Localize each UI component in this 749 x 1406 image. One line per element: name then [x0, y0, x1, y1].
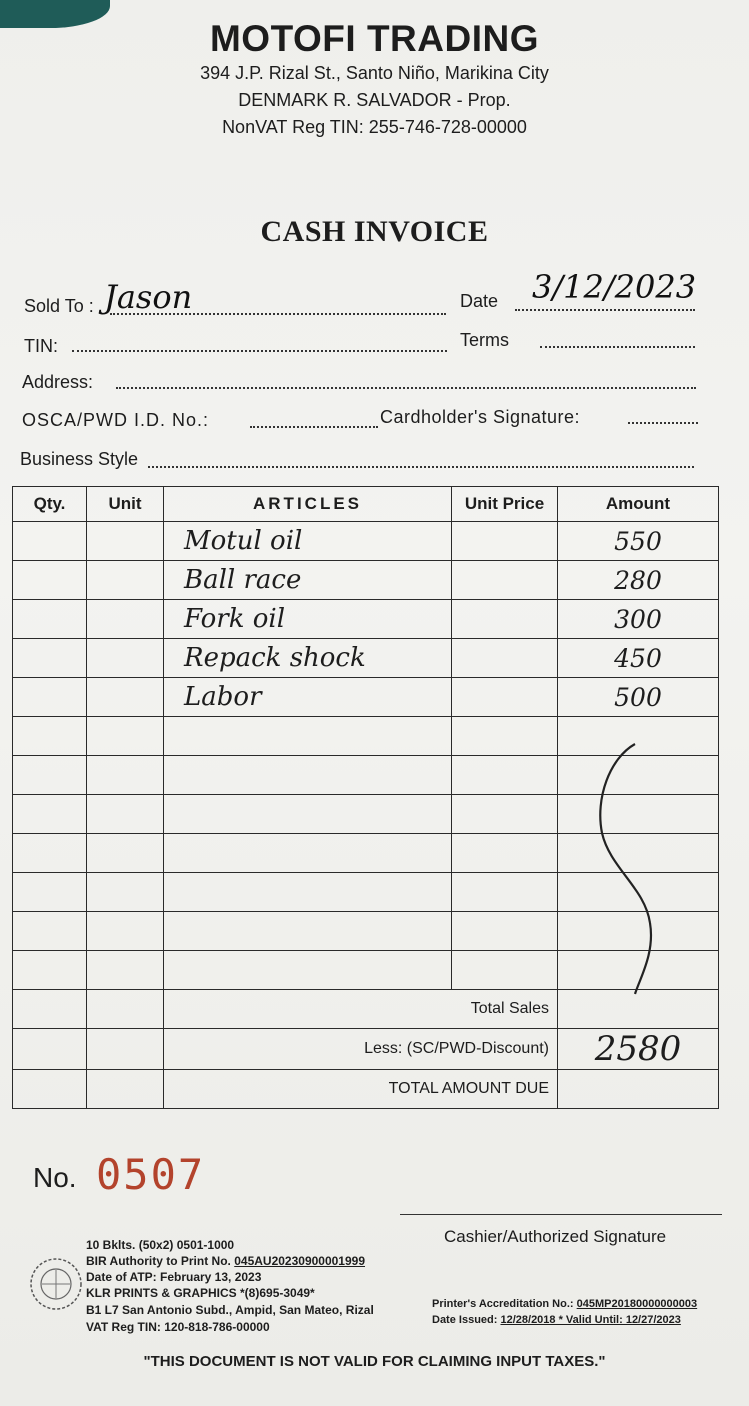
amount-header: Amount — [558, 487, 719, 522]
date-issued-label: Date Issued: — [432, 1314, 498, 1326]
article-cell: Fork oil — [164, 600, 452, 639]
cardholder-label: Cardholder's Signature: — [380, 407, 581, 427]
accreditation-label: Printer's Accreditation No.: — [432, 1298, 574, 1310]
table-row — [13, 639, 719, 678]
signature-line — [400, 1214, 722, 1215]
article-cell: Labor — [164, 678, 452, 717]
proprietor: DENMARK R. SALVADOR - Prop. — [238, 90, 511, 110]
business-name: MOTOFI TRADING — [209, 18, 539, 59]
table-row — [13, 561, 719, 600]
total-sales-label: Total Sales — [164, 990, 558, 1029]
total-due-label: TOTAL AMOUNT DUE — [164, 1070, 558, 1109]
unit-price-header: Unit Price — [452, 487, 558, 522]
date-label: Date — [460, 291, 499, 311]
discount-row — [13, 1029, 719, 1070]
unit-header: Unit — [87, 487, 164, 522]
printer-seal-icon — [28, 1256, 84, 1312]
table-header-row — [13, 487, 719, 522]
article-cell: Repack shock — [164, 639, 452, 678]
amount-cell: 300 — [558, 600, 719, 639]
cardholder-line — [628, 422, 698, 424]
printer-accreditation — [432, 1296, 697, 1312]
atp-number: 045AU20230900001999 — [234, 1254, 366, 1268]
amount-cell: 280 — [558, 561, 719, 600]
article-cell: Motul oil — [164, 522, 452, 561]
printer-line-2 — [86, 1253, 365, 1269]
printer-line-3: Date of ATP: February 13, 2023 — [86, 1270, 262, 1284]
signature-label: Cashier/Authorized Signature — [444, 1227, 667, 1246]
sold-to-value: Jason — [104, 278, 193, 316]
amount-cell: 450 — [558, 639, 719, 678]
accreditation-number: 045MP20180000000003 — [576, 1298, 698, 1310]
discount-label: Less: (SC/PWD-Discount) — [164, 1029, 558, 1070]
articles-header: ARTICLES — [164, 487, 452, 522]
date-value: 3/12/2023 — [532, 268, 697, 306]
invoice-number-label: No. — [33, 1162, 77, 1193]
business-address: 394 J.P. Rizal St., Santo Niño, Marikina City — [200, 63, 549, 83]
terms-label: Terms — [460, 330, 509, 350]
osca-label: OSCA/PWD I.D. No.: — [22, 410, 210, 430]
address-label: Address: — [22, 372, 94, 392]
handwritten-bracket — [590, 738, 670, 1000]
address-line — [116, 387, 696, 389]
document-title: CASH INVOICE — [260, 215, 489, 248]
printer-line-6: VAT Reg TIN: 120-818-786-00000 — [86, 1320, 270, 1334]
total-value: 2580 — [558, 1029, 719, 1070]
tin-line — [72, 350, 447, 352]
printer-line-1: 10 Bklts. (50x2) 0501-1000 — [86, 1238, 235, 1252]
table-row — [13, 600, 719, 639]
invoice-number-value: 0507 — [96, 1150, 206, 1199]
amount-cell: 550 — [558, 522, 719, 561]
article-cell: Ball race — [164, 561, 452, 600]
business-style-line — [148, 466, 694, 468]
printer-line-5: B1 L7 San Antonio Subd., Ampid, San Mateo, Rizal — [86, 1303, 374, 1317]
table-row — [13, 678, 719, 717]
date-line — [515, 309, 695, 311]
printer-line-4: KLR PRINTS & GRAPHICS *(8)695-3049* — [86, 1286, 315, 1300]
sold-to-label: Sold To : — [24, 296, 94, 316]
osca-line — [250, 426, 378, 428]
total-due-row — [13, 1070, 719, 1109]
date-issued-value: 12/28/2018 * Valid Until: 12/27/2023 — [500, 1314, 681, 1326]
printer-date-issued — [432, 1312, 681, 1328]
business-style-label: Business Style — [20, 449, 139, 469]
business-tin: NonVAT Reg TIN: 255-746-728-00000 — [222, 117, 527, 137]
tin-label: TIN: — [24, 336, 58, 356]
footer-note: "THIS DOCUMENT IS NOT VALID FOR CLAIMING INPUT TAXES." — [143, 1353, 606, 1370]
qty-header: Qty. — [13, 487, 87, 522]
amount-cell: 500 — [558, 678, 719, 717]
table-row — [13, 522, 719, 561]
atp-label: BIR Authority to Print No. — [86, 1254, 231, 1268]
terms-line — [540, 346, 695, 348]
